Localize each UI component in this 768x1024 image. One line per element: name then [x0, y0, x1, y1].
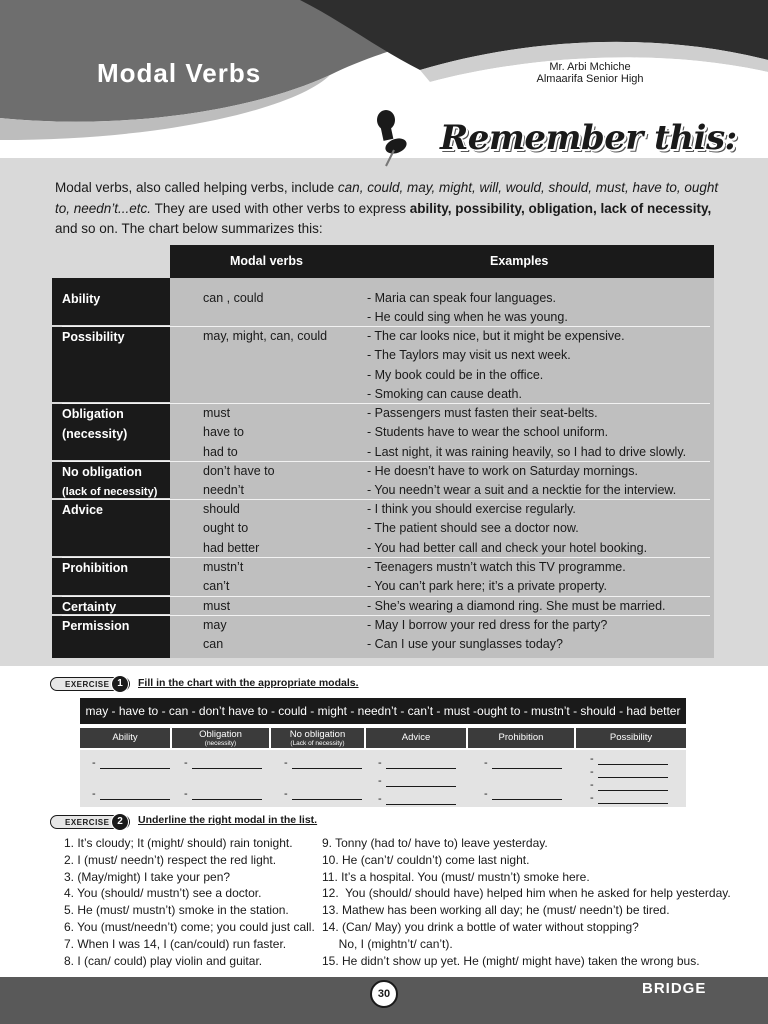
category-cell — [52, 404, 170, 460]
column-title: Advice — [401, 732, 431, 743]
modal-verb: had to — [203, 444, 238, 459]
exercise-2-item: 3. (May/might) I take your pen? — [64, 869, 231, 884]
example-sentence: - You needn’t wear a suit and a necktie for the interview. — [367, 483, 677, 498]
exercise-2-item: 11. It’s a hospital. You (must/ mustn’t) smoke here. — [322, 869, 590, 884]
remember-this-heading: Remember this: — [440, 118, 737, 158]
answer-blank[interactable] — [590, 766, 668, 778]
example-sentence: - Last night, it was raining heavily, so I had to drive slowly. — [367, 444, 687, 459]
row-divider — [62, 461, 710, 462]
blank-line — [598, 780, 668, 791]
example-sentence: - He doesn’t have to work on Saturday mornings. — [367, 464, 638, 478]
category-label: (lack of necessity) — [62, 485, 158, 498]
column-title: Ability — [112, 732, 138, 743]
answer-blank[interactable] — [284, 757, 362, 769]
blank-dash: - — [92, 757, 96, 769]
blank-line — [492, 758, 562, 769]
blank-line — [598, 754, 668, 765]
blank-dash: - — [590, 779, 594, 791]
answer-blank[interactable] — [590, 753, 668, 765]
example-sentence: - The Taylors may visit us next week. — [367, 348, 571, 363]
exercise-2-instruction: Underline the right modal in the list. — [138, 814, 318, 826]
category-label: Possibility — [62, 330, 125, 344]
answer-blank[interactable] — [284, 788, 362, 800]
modal-verb: mustn’t — [203, 560, 244, 574]
blank-dash: - — [484, 788, 488, 800]
row-divider — [62, 596, 710, 597]
category-label: (necessity) — [62, 426, 128, 441]
answer-blank[interactable] — [92, 757, 170, 769]
blank-dash: - — [590, 753, 594, 765]
modal-verb: had better — [203, 540, 260, 555]
modal-verb: may — [203, 618, 227, 632]
answer-blank[interactable] — [184, 788, 262, 800]
exercise-1-column-header — [271, 728, 364, 748]
example-sentence: - The car looks nice, but it might be expensive. — [367, 329, 625, 343]
row-divider — [62, 326, 710, 327]
example-sentence: - The patient should see a doctor now. — [367, 521, 579, 536]
answer-blank[interactable] — [590, 792, 668, 804]
answer-blank[interactable] — [92, 788, 170, 800]
exercise-2-item: 4. You (should/ mustn’t) see a doctor. — [64, 886, 262, 901]
row-divider — [62, 615, 710, 616]
blank-dash: - — [378, 757, 382, 769]
intro-text-3: and so on. The chart below summarizes this: — [55, 221, 323, 236]
answer-blank[interactable] — [184, 757, 262, 769]
blank-dash: - — [484, 757, 488, 769]
blank-dash: - — [92, 788, 96, 800]
blank-line — [192, 789, 262, 800]
exercise-1-number: 1 — [111, 675, 129, 693]
category-cell — [52, 558, 170, 595]
category-label: Certainty — [62, 600, 117, 614]
exercise-2-item: 8. I (can/ could) play violin and guitar. — [64, 953, 263, 968]
example-sentence: - She’s wearing a diamond ring. She must be married. — [367, 599, 666, 613]
category-cell — [52, 500, 170, 556]
page-number: 30 — [370, 980, 398, 1008]
column-title: Possibility — [609, 732, 653, 743]
modal-verb: must — [203, 599, 231, 613]
answer-blank[interactable] — [590, 779, 668, 791]
exercise-2-item: 10. He (can’t/ couldn’t) come last night. — [322, 852, 530, 867]
modal-verb: can — [203, 637, 224, 652]
example-sentence: - You can’t park here; it’s a private property. — [367, 579, 607, 594]
exercise-2-item: 2. I (must/ needn’t) respect the red light. — [64, 852, 277, 867]
author-block — [480, 61, 700, 85]
blank-line — [386, 794, 456, 805]
exercise-2-label: EXERCISE — [50, 815, 130, 829]
example-sentence: - You had better call and check your hotel booking. — [367, 540, 648, 555]
blank-line — [100, 789, 170, 800]
category-label: Prohibition — [62, 561, 128, 575]
exercise-1-column-header — [80, 728, 170, 748]
answer-blank[interactable] — [378, 793, 456, 805]
answer-blank[interactable] — [378, 775, 456, 787]
exercise-2-list-left — [64, 835, 324, 969]
column-subtitle: (necessity) — [204, 740, 237, 747]
modal-verb: can’t — [203, 579, 230, 594]
exercise-1-column-header — [172, 728, 269, 748]
example-sentence: - Teenagers mustn’t watch this TV programme. — [367, 560, 626, 574]
exercise-1-column-header — [468, 728, 574, 748]
category-cell — [52, 327, 170, 402]
blank-line — [292, 789, 362, 800]
exercise-2-item: 14. (Can/ May) you drink a bottle of water without stopping? — [322, 919, 639, 934]
answer-blank[interactable] — [378, 757, 456, 769]
exercise-2-item: 1. It’s cloudy; It (might/ should) rain tonight. — [64, 836, 293, 850]
intro-modal-examples: can, could, may, might, will, would, should, must, have to, ought to, needn’t...etc. — [55, 180, 719, 216]
blank-dash: - — [590, 792, 594, 804]
modal-verb: may, might, can, could — [203, 329, 328, 343]
column-subtitle: (Lack of necessity) — [290, 740, 345, 747]
exercise-1-column-header — [366, 728, 466, 748]
column-title: Obligation — [199, 729, 242, 740]
category-label: Permission — [62, 619, 130, 633]
exercise-2-item: 5. He (must/ mustn’t) smoke in the station. — [64, 903, 289, 918]
example-sentence: - Students have to wear the school uniform. — [367, 425, 609, 440]
exercise-2-item: 7. When I was 14, I (can/could) run faster. — [64, 936, 287, 951]
page-title: Modal Verbs — [97, 58, 262, 88]
category-label: No obligation — [62, 465, 142, 479]
answer-blank[interactable] — [484, 757, 562, 769]
blank-line — [598, 767, 668, 778]
exercise-2-item: 12. You (should/ should have) helped him when he asked for help yesterday. — [322, 886, 731, 901]
modal-verbs-column-header: Modal verbs — [230, 254, 303, 268]
answer-blank[interactable] — [484, 788, 562, 800]
example-sentence: - Passengers must fasten their seat-belts. — [367, 406, 598, 420]
column-title: No obligation — [289, 729, 346, 740]
example-sentence: - May I borrow your red dress for the party? — [367, 618, 608, 632]
exercise-1-instruction: Fill in the chart with the appropriate modals. — [138, 677, 359, 689]
word-bank: may - have to - can - don’t have to - could - might - needn’t - can’t - must -ought to - mustn’t - should - had better — [80, 698, 686, 724]
modal-verb: don’t have to — [203, 464, 275, 478]
pushpin-icon — [372, 108, 416, 168]
intro-paragraph — [55, 178, 725, 240]
blank-line — [192, 758, 262, 769]
exercise-2-item: No, I (mightn’t/ can’t). — [322, 936, 453, 951]
intro-text-1: Modal verbs, also called helping verbs, include — [55, 180, 338, 195]
blank-dash: - — [590, 766, 594, 778]
example-sentence: - Can I use your sunglasses today? — [367, 637, 563, 652]
modal-verb: needn’t — [203, 483, 245, 498]
category-label: Ability — [62, 292, 101, 306]
blank-dash: - — [378, 775, 382, 787]
exercise-2-number: 2 — [111, 813, 129, 831]
blank-line — [292, 758, 362, 769]
exercise-2-item: 9. Tonny (had to/ have to) leave yesterday. — [322, 836, 548, 850]
exercise-2-item: 13. Mathew has been working all day; he (must/ needn’t) be tired. — [322, 903, 670, 918]
modal-table-header — [170, 245, 714, 278]
blank-line — [100, 758, 170, 769]
category-cell — [52, 597, 170, 614]
blank-dash: - — [284, 757, 288, 769]
row-divider — [62, 499, 710, 500]
modal-verb: have to — [203, 425, 245, 440]
modal-verb: should — [203, 502, 240, 516]
row-divider — [62, 403, 710, 404]
blank-line — [492, 789, 562, 800]
modal-verb: must — [203, 406, 231, 420]
examples-column-header: Examples — [490, 254, 549, 268]
category-cell — [52, 462, 170, 498]
example-sentence: - Maria can speak four languages. — [367, 291, 556, 305]
category-label: Obligation — [62, 407, 124, 421]
category-cell — [52, 278, 170, 325]
exercise-2-item: 15. He didn’t show up yet. He (might/ might have) taken the wrong bus. — [322, 953, 700, 968]
exercise-2-item: 6. You (must/needn’t) come; you could just call. — [64, 919, 315, 934]
blank-line — [386, 758, 456, 769]
blank-dash: - — [378, 793, 382, 805]
category-label: Advice — [62, 503, 103, 517]
intro-text-2: They are used with other verbs to express — [151, 200, 410, 216]
exercise-1-label: EXERCISE — [50, 677, 130, 691]
exercise-1-column-header — [576, 728, 686, 748]
blank-dash: - — [284, 788, 288, 800]
blank-dash: - — [184, 757, 188, 769]
modal-verb: ought to — [203, 521, 249, 536]
intro-bold-terms: ability, possibility, obligation, lack of necessity, — [409, 200, 712, 216]
blank-dash: - — [184, 788, 188, 800]
author-name: Mr. Arbi Mchiche — [549, 61, 631, 73]
example-sentence: - My book could be in the office. — [367, 367, 544, 382]
category-cell — [52, 616, 170, 658]
blank-line — [386, 776, 456, 787]
row-divider — [62, 557, 710, 558]
modal-verb: can , could — [203, 291, 264, 305]
exercise-2-list-right — [322, 835, 752, 969]
school-name: Almaarifa Senior High — [536, 73, 644, 85]
brand-name: BRIDGE — [642, 980, 707, 997]
blank-line — [598, 793, 668, 804]
column-title: Prohibition — [498, 732, 544, 743]
example-sentence: - He could sing when he was young. — [367, 310, 568, 325]
example-sentence: - I think you should exercise regularly. — [367, 502, 576, 516]
example-sentence: - Smoking can cause death. — [367, 386, 522, 401]
